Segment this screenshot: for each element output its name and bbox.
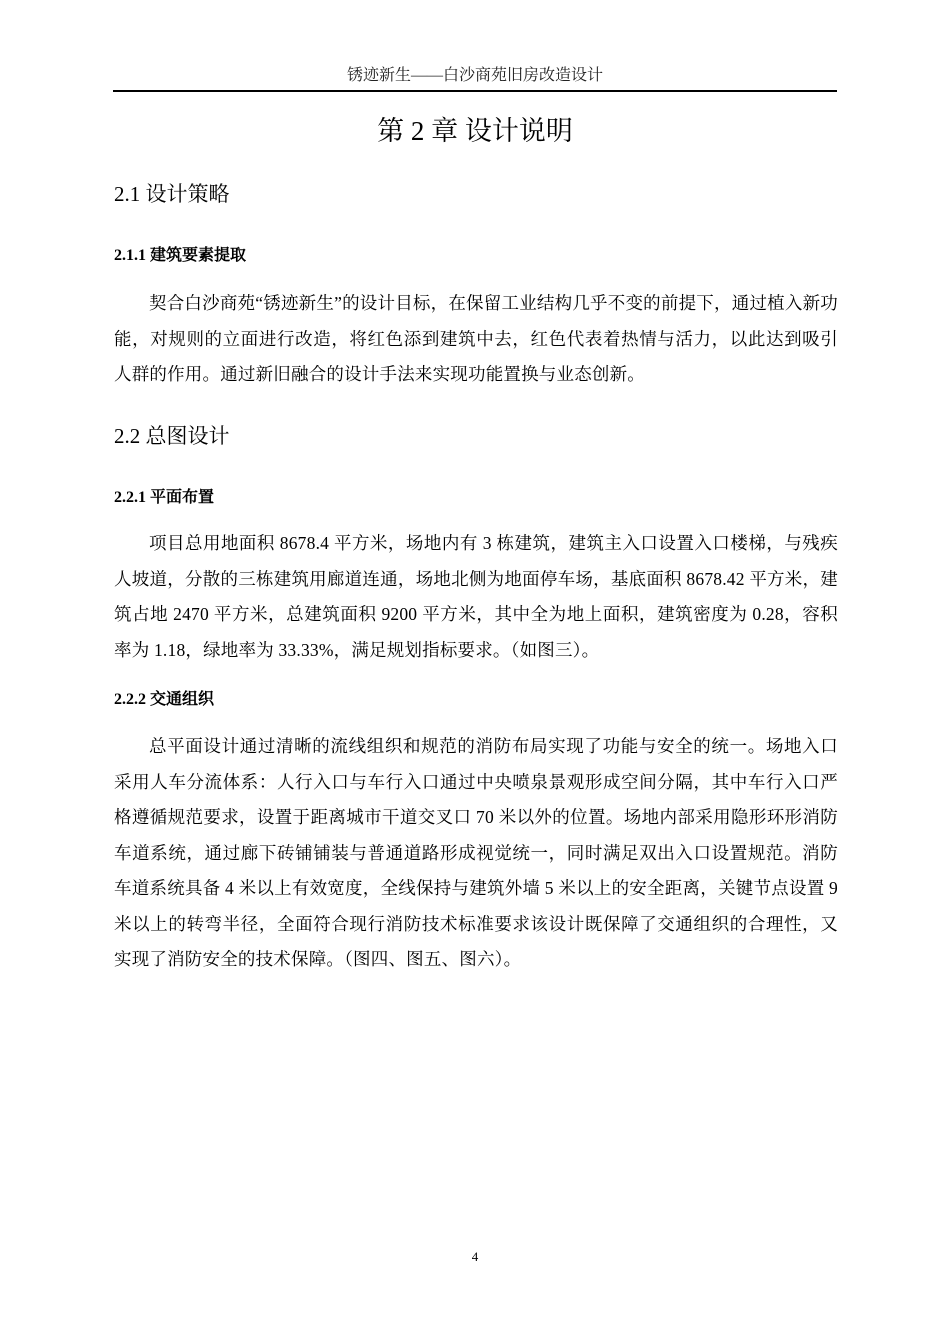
paragraph-2-1-1: 契合白沙商苑“锈迹新生”的设计目标，在保留工业结构几乎不变的前提下，通过植入新功能，对规则的立面进行改造，将红色添到建筑中去，红色代表着热情与活力，以此达到吸引人群的作用。通过新旧融合的设计手法来实现功能置换与业态创新。 [114, 293, 838, 384]
subsection-title-2-1-1: 2.1.1 建筑要素提取 [114, 247, 247, 264]
section-title-2-1: 2.1 设计策略 [114, 182, 230, 206]
paragraph-2-2-2: 总平面设计通过清晰的流线组织和规范的消防布局实现了功能与安全的统一。场地入口采用人车分流体系：人行入口与车行入口通过中央喷泉景观形成空间分隔，其中车行入口严格遵循规范要求，设置于距离城市干道交叉口 70 米以外的位置。场地内部采用隐形环形消防车道系统，通过廊下砖铺铺装与普通道路形成视觉统一，同时满足双出入口设置规范。消防车道系统具备 4 米以上有效宽度，全线保持与建筑外墙 5 米以上的安全距离，关键节点设置 9 米以上的转弯半径，全面符合现行消防技术标准要求该设计既保障了交通组织的合理性，又实现了消防安全的技术保障。（图四、图五、图六）。 [114, 736, 838, 969]
header-divider [113, 90, 837, 92]
paragraph-2-2-1: 项目总用地面积 8678.4 平方米，场地内有 3 栋建筑，建筑主入口设置入口楼梯，与残疾人坡道，分散的三栋建筑用廊道连通，场地北侧为地面停车场，基底面积 8678.42 平方米，建筑占地 2470 平方米，总建筑面积 9200 平方米，其中全为地上面积，建筑密度为 0.28，容积率为 1.18，绿地率为 33.33%，满足规划指标要求。（如图三）。 [114, 533, 838, 660]
subsection-title-2-2-2: 2.2.2 交通组织 [114, 691, 215, 708]
section-title-2-2: 2.2 总图设计 [114, 424, 230, 448]
page-number: 4 [471, 1249, 479, 1264]
running-header: 锈迹新生——白沙商苑旧房改造设计 [346, 67, 603, 84]
chapter-title: 第 2 章 设计说明 [377, 116, 573, 146]
subsection-title-2-2-1: 2.2.1 平面布置 [114, 489, 215, 506]
